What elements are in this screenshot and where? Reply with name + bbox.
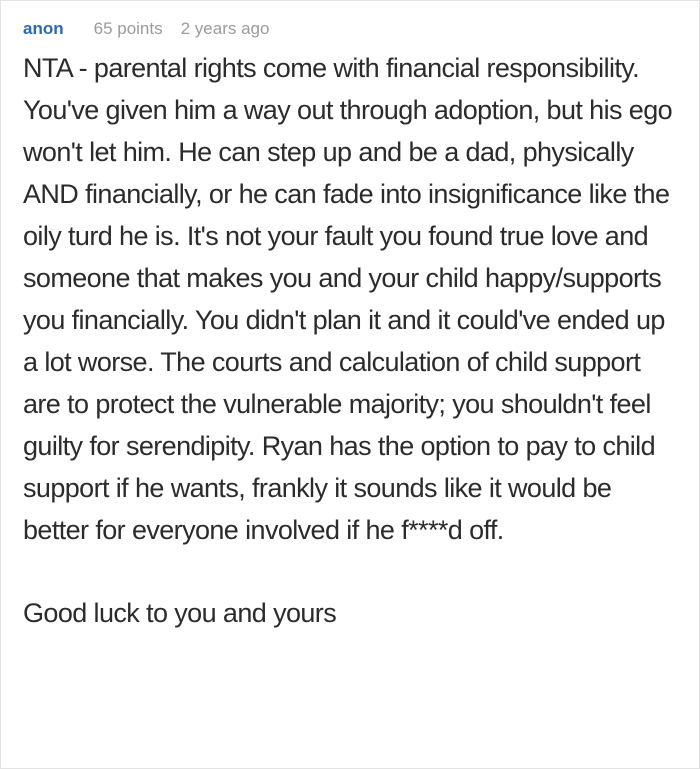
comment-body [23, 47, 677, 634]
comment-paragraph: NTA - parental rights come with financial responsibility. You've given him a way out through adoption, but his ego won't let him. He can step up and be a dad, physically AND financially, or he can fade into insignificance like the oily turd he is. It's not your fault you found true love and someone that makes you and your child happy/supports you financially. You didn't plan it and it could've ended up a lot worse. The courts and calculation of child support are to protect the vulnerable majority; you shouldn't feel guilty for serendipity. Ryan has the option to pay to child support if he wants, frankly it sounds like it would be better for everyone involved if he f****d off. [23, 53, 673, 545]
points-label: 65 points [93, 19, 163, 38]
username-link[interactable]: anon [23, 19, 64, 38]
comment-paragraph: Good luck to you and yours [23, 598, 337, 628]
timestamp-label: 2 years ago [180, 19, 270, 38]
comment-header [23, 19, 677, 39]
